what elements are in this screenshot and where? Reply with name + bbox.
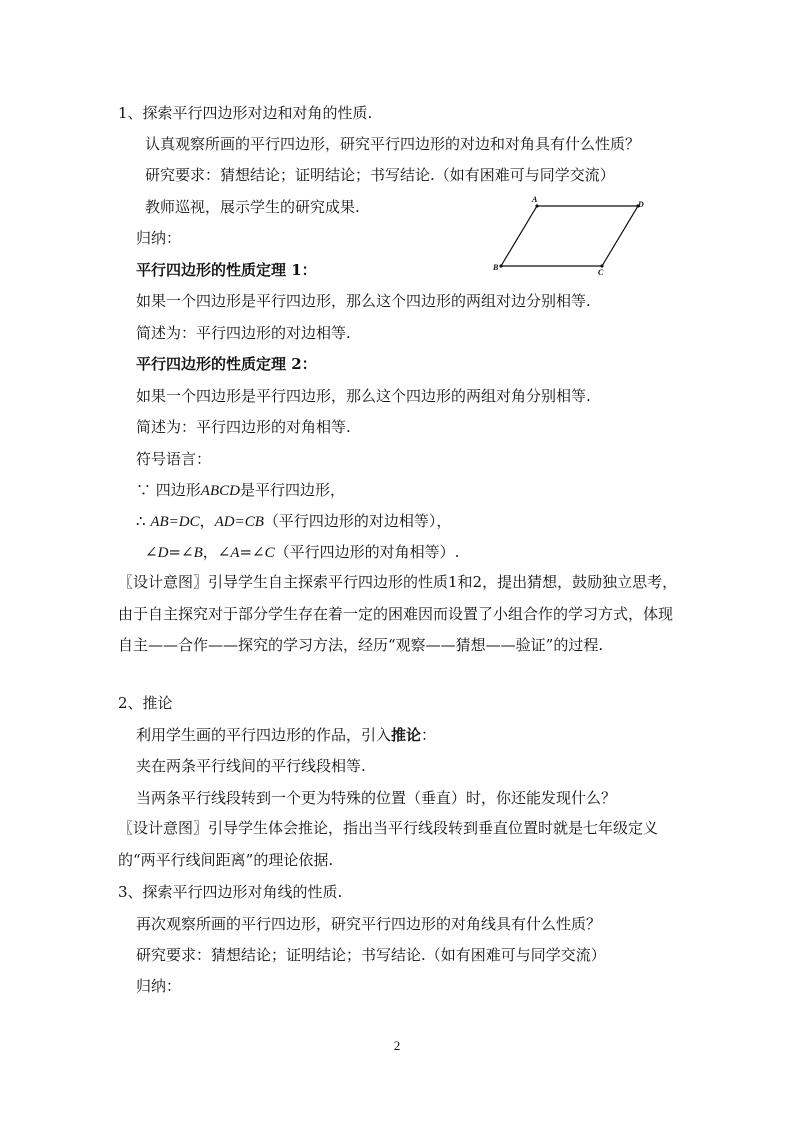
var-c: C — [264, 545, 275, 561]
section-2-heading: 2、推论 — [118, 694, 173, 712]
teacher-note: 教师巡视，展示学生的研究成果. — [145, 198, 360, 216]
research-requirement-2: 研究要求：猜想结论；证明结论；书写结论.（如有困难可与同学交流） — [136, 946, 606, 964]
var-b: B — [193, 545, 203, 561]
intro-colon: ： — [421, 726, 437, 744]
observe-instruction: 认真观察所画的平行四边形，研究平行四边形的对边和对角具有什么性质？ — [145, 135, 641, 153]
design-intent-2: 〖设计意图〗引导学生体会推论，指出当平行线段转到垂直位置时就是七年级定义的“两平行线间距离”的理论依据. — [118, 819, 659, 869]
design-intent-1: 〖设计意图〗引导学生自主探索平行四边形的性质1和2，提出猜想，鼓励独立思考，由于自主探究对于部分学生存在着一定的困难因而设置了小组合作的学习方式，体现自主——合作——探究的学习方法，经历“观察——猜想——验证”的过程. — [118, 573, 678, 654]
angle-eq: =∠ — [168, 543, 194, 561]
theorem-1-title: 平行四边形的性质定理 1： — [136, 261, 317, 279]
intro-text: 利用学生画的平行四边形的作品，引入 — [136, 726, 392, 744]
label-b: B — [493, 263, 499, 272]
label-d: D — [638, 200, 644, 209]
theorem-1-text: 如果一个四边形是平行四边形，那么这个四边形的两组对边分别相等. — [136, 292, 591, 310]
angle-sym: ∠ — [145, 543, 158, 561]
equation-ab-dc: AB=DC — [150, 514, 200, 530]
label-a: A — [532, 196, 538, 204]
given-prefix: ∵ 四边形 — [136, 481, 201, 499]
symbol-language-label: 符号语言： — [136, 450, 212, 468]
var-a: A — [230, 545, 240, 561]
theorem-2-short: 简述为：平行四边形的对角相等. — [136, 418, 351, 436]
angle-sep: ，∠ — [202, 543, 231, 561]
summary-label: 归纳： — [136, 229, 182, 247]
corollary-question: 当两条平行线段转到一个更为特殊的位置（垂直）时，你还能发现什么？ — [136, 789, 617, 807]
research-requirement: 研究要求：猜想结论；证明结论；书写结论.（如有困难可与同学交流） — [145, 166, 615, 184]
angles-reason: （平行四边形的对角相等）. — [274, 543, 460, 561]
given-suffix: 是平行四边形， — [239, 481, 345, 499]
var-d: D — [157, 545, 169, 561]
corollary-keyword: 推论 — [391, 726, 422, 744]
vertex-a — [535, 204, 538, 207]
symbol-line-sides — [136, 511, 451, 532]
theorem-2-title: 平行四边形的性质定理 2： — [136, 355, 317, 373]
quad-name: ABCD — [200, 483, 240, 499]
sides-reason: （平行四边形的对边相等）， — [263, 512, 452, 530]
summary-label-2: 归纳： — [136, 977, 182, 995]
observe-diagonals: 再次观察所画的平行四边形，研究平行四边形的对角线具有什么性质？ — [136, 915, 602, 933]
separator: ， — [199, 512, 215, 530]
vertex-b — [499, 264, 502, 267]
corollary-statement: 夹在两条平行线间的平行线段相等. — [136, 757, 366, 775]
parallelogram-figure — [488, 196, 648, 276]
theorem-2-text: 如果一个四边形是平行四边形，那么这个四边形的两组对角分别相等. — [136, 387, 591, 405]
section-3-heading: 3、探索平行四边形对角线的性质. — [118, 883, 343, 901]
symbol-line-given — [136, 480, 345, 501]
label-c: C — [598, 268, 604, 276]
corollary-intro — [136, 725, 436, 745]
symbol-line-angles — [145, 542, 459, 563]
therefore-symbol: ∴ — [136, 512, 151, 530]
angle-eq-2: =∠ — [239, 543, 265, 561]
parallelogram-shape — [501, 206, 638, 266]
page-number: 2 — [393, 1038, 401, 1053]
section-1-heading: 1、探索平行四边形对边和对角的性质. — [118, 104, 373, 122]
equation-ad-cb: AD=CB — [214, 514, 264, 530]
theorem-1-short: 简述为：平行四边形的对边相等. — [136, 324, 351, 342]
